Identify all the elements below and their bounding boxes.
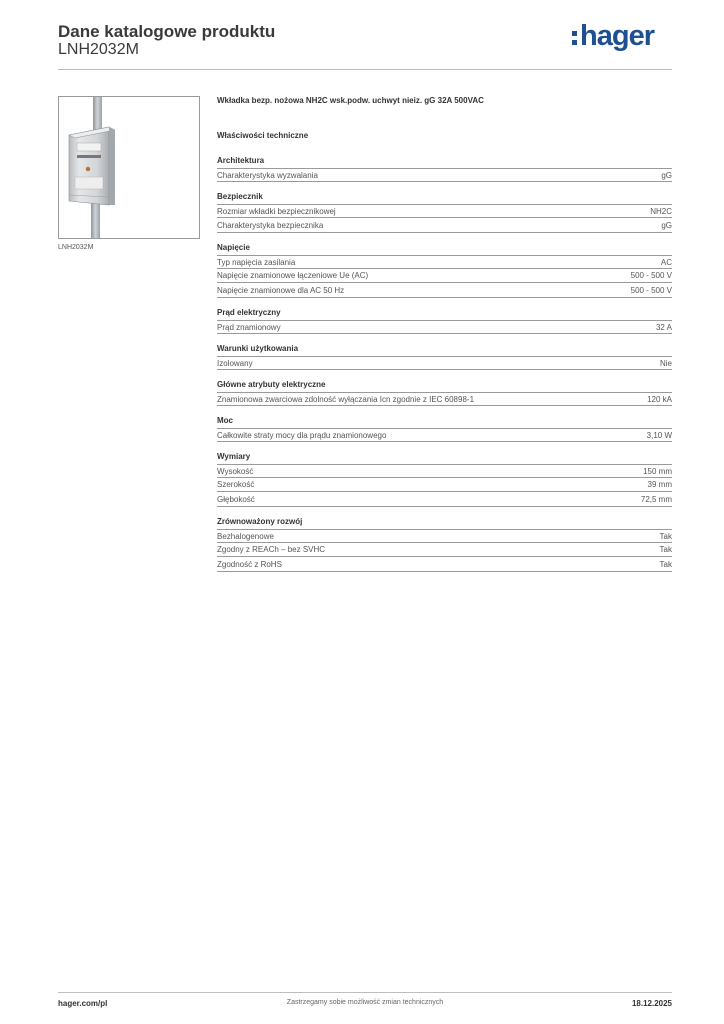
page-header: [58, 20, 672, 70]
spec-label: Prąd znamionowy: [217, 322, 281, 332]
spec-row: [217, 255, 672, 269]
section-title: Wymiary: [217, 451, 251, 461]
spec-label: Głębokość: [217, 494, 255, 504]
spec-value: Tak: [659, 545, 672, 554]
footer-disclaimer: Zastrzegamy sobie możliwość zmian technicznych: [286, 999, 444, 1006]
logo-dots-icon: [571, 26, 579, 48]
product-image: [58, 96, 200, 239]
spec-row: [217, 543, 672, 557]
spec-label: Zgodność z RoHS: [217, 559, 282, 569]
section-title: Moc: [217, 415, 233, 425]
footer-website-link[interactable]: hager.com/pl: [58, 999, 108, 1008]
spec-label: Znamionowa zwarciowa zdolność wyłączania Icn zgodnie z IEC 60898-1: [217, 394, 475, 404]
image-caption: LNH2032M: [58, 244, 94, 251]
section-title: Napięcie: [217, 242, 250, 252]
spec-row: [217, 558, 672, 572]
spec-value: Tak: [659, 559, 672, 569]
spec-row: [217, 464, 672, 478]
spec-row: [217, 478, 672, 492]
spec-value: gG: [661, 171, 672, 180]
spec-value: Nie: [659, 358, 672, 368]
footer-date: 18.12.2025: [631, 999, 672, 1008]
spec-value: 3,10 W: [646, 430, 672, 440]
section-title: Bezpiecznik: [217, 192, 263, 201]
spec-row: [217, 284, 672, 298]
spec-row: [217, 493, 672, 507]
spec-label: Napięcie znamionowe łączeniowe Ue (AC): [217, 271, 369, 280]
spec-value: 39 mm: [647, 480, 672, 489]
hager-logo: [571, 20, 654, 53]
section-title: Architektura: [217, 156, 265, 165]
section-title: Warunki użytkowania: [217, 343, 299, 353]
spec-row: [217, 168, 672, 182]
spec-label: Charakterystyka wyzwalania: [217, 171, 318, 180]
spec-value: 32 A: [655, 322, 672, 332]
spec-value: AC: [660, 257, 672, 267]
section-title: Główne atrybuty elektryczne: [217, 379, 326, 389]
spec-row: [217, 320, 672, 334]
spec-row: [217, 269, 672, 283]
spec-label: Typ napięcia zasilania: [217, 257, 296, 267]
spec-label: Zgodny z REACh – bez SVHC: [217, 545, 326, 554]
page-title: Dane katalogowe produktu: [58, 22, 276, 41]
spec-value: 120 kA: [647, 394, 672, 404]
spec-row: [217, 529, 672, 543]
spec-label: Szerokość: [217, 480, 255, 489]
spec-label: Wysokość: [217, 466, 254, 476]
section-title: Zrównoważony rozwój: [217, 516, 303, 526]
spec-label: Całkowite straty mocy dla prądu znamionowego: [217, 430, 387, 440]
spec-row: [217, 204, 672, 218]
properties-title: Właściwości techniczne: [217, 131, 309, 140]
spec-row: [217, 428, 672, 442]
spec-value: 500 - 500 V: [630, 285, 672, 295]
spec-value: gG: [661, 220, 672, 230]
spec-value: 72,5 mm: [640, 494, 672, 504]
spec-row: [217, 356, 672, 370]
product-description: Wkładka bezp. nożowa NH2C wsk.podw. uchwyt nieiz. gG 32A 500VAC: [217, 96, 484, 105]
spec-label: Napięcie znamionowe dla AC 50 Hz: [217, 285, 345, 295]
spec-value: Tak: [659, 531, 672, 541]
fuse-image-icon: [59, 97, 199, 238]
product-code: LNH2032M: [58, 41, 139, 58]
section-title: Prąd elektryczny: [217, 307, 281, 317]
spec-label: Charakterystyka bezpiecznika: [217, 220, 324, 230]
spec-value: NH2C: [650, 207, 672, 216]
logo-text: hager: [580, 20, 654, 52]
page-footer: [58, 992, 672, 1019]
spec-label: Izolowany: [217, 358, 253, 368]
spec-label: Rozmiar wkładki bezpiecznikowej: [217, 207, 336, 216]
spec-value: 150 mm: [643, 466, 672, 476]
spec-label: Bezhalogenowe: [217, 531, 274, 541]
spec-row: [217, 392, 672, 406]
spec-value: 500 - 500 V: [630, 271, 672, 280]
spec-row: [217, 219, 672, 233]
